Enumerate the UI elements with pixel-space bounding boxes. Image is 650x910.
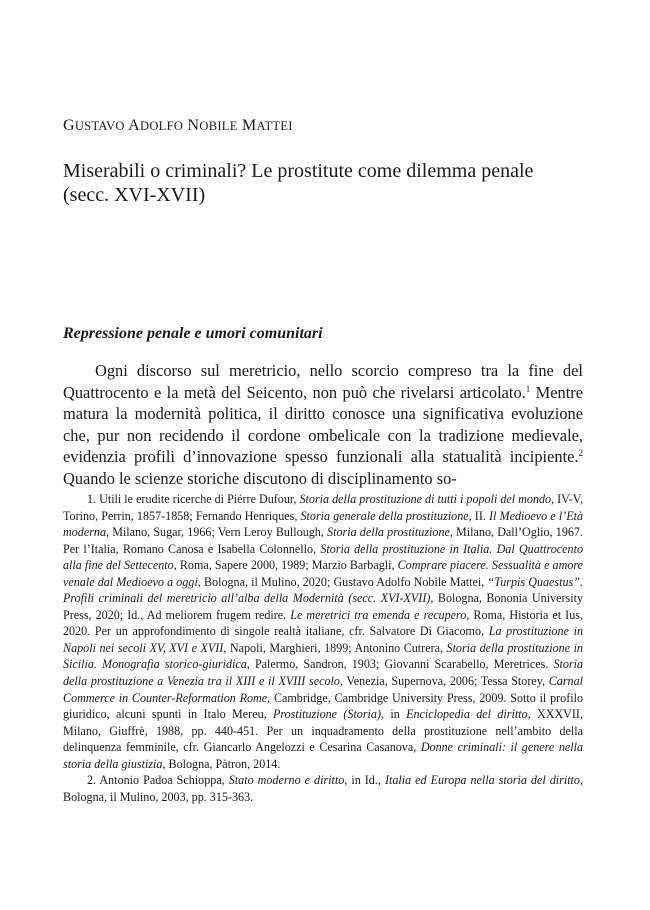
fn2-segment: 2. Antonio Padoa Schioppa, — [87, 773, 229, 788]
footnote-1 — [63, 491, 583, 772]
footnotes — [63, 491, 583, 805]
fn1-segment: , Bologna, Pàtron, 2014. — [162, 756, 281, 771]
fn1-segment: , Napoli, Marghieri, 1899; Antonino Cutrera, — [223, 640, 447, 655]
fn1-segment: , Venezia, Supernova, 2006; Tessa Storey, — [339, 674, 549, 689]
fn1-segment: Comprare piacere. Sessualità e amore venale dal Medioevo a oggi — [63, 558, 583, 589]
fn1-segment: Carnal Commerce in Counter-Reformation Rome — [63, 674, 583, 705]
fn1-segment: , Roma, Historia et Ius, 2020. Per un approfondimento di singole realtà italiane, cfr. Salvatore Di Giacomo, — [63, 607, 583, 639]
fn2-segment: , Bologna, il Mulino, 2003, pp. 315-363. — [63, 773, 583, 804]
fn1-segment: La prostituzione in Napoli nei secoli XV, XVI e XVII — [63, 624, 583, 655]
article-title — [63, 159, 583, 207]
author-first: GUSTAVO — [63, 117, 125, 134]
fn1-segment: Storia della prostituzione — [327, 525, 450, 540]
fn1-segment: Enciclopedia del diritto — [406, 707, 528, 722]
fn2-segment: , in Id., — [344, 773, 385, 788]
author-third: NOBILE — [187, 117, 238, 134]
fn1-segment: Le meretrici tra emenda e recupero — [290, 607, 467, 622]
fn2-segment: Italia ed Europa nella storia del diritto — [384, 773, 580, 788]
fn1-segment: , Milano, Sugar, 1966; Vern Leroy Bullough, — [106, 525, 328, 540]
body-segment-2: Mentre matura la modernità politica, il diritto conosce una significativa evoluzione che, pur non recidendo il cordone ombelicale con la tradizione medievale, evidenzia profili d’innovazione spesso funzionali alla statualità incipiente. — [63, 382, 583, 466]
body-segment-3: Quando le scienze storiche discutono di disciplinamento so- — [63, 468, 457, 488]
fn1-segment: , Bologna, il Mulino, 2020; Gustavo Adolfo Nobile Mattei, — [197, 574, 488, 589]
body-paragraph — [63, 360, 583, 489]
footnote-ref-1[interactable]: 1 — [525, 383, 531, 394]
fn1-segment: , Palermo, Sandron, 1903; Giovanni Scarabello, Meretrices. — [246, 657, 554, 672]
footnote-2 — [63, 772, 583, 805]
section-heading: Repressione penale e umori comunitari — [63, 325, 323, 342]
fn1-segment: Prostituzione (Storia) — [272, 707, 381, 722]
fn1-segment: Storia della prostituzione di tutti i popoli del mondo — [299, 492, 552, 506]
author-last: MATTEI — [242, 117, 293, 134]
author-second: ADOLFO — [128, 117, 184, 134]
fn1-segment: Storia della prostituzione in Sicilia. Monografia storico-giuridica — [63, 640, 583, 672]
fn1-segment: , II. — [468, 508, 489, 523]
fn1-segment: Donne criminali: il genere nella storia della giustizia — [63, 740, 584, 771]
fn1-segment: Storia generale della prostituzione — [300, 508, 469, 523]
fn2-segment: Stato moderno e diritto — [228, 773, 345, 788]
fn1-segment: Storia della prostituzione a Venezia tra il XIII e il XVIII secolo — [63, 657, 584, 689]
title-line-2: (secc. XVI-XVII) — [63, 184, 206, 206]
body-segment-1: Ogni discorso sul meretricio, nello scorcio compreso tra la fine del Quattrocento e la metà del Seicento, non può che rivelarsi articolato. — [63, 361, 583, 402]
fn1-segment: , Milano, Dall’Oglio, 1967. Per l’Italia, Romano Canosa e Isabella Colonnello, — [63, 525, 583, 556]
fn1-segment: , XXXVII, Milano, Giuffrè, 1988, pp. 440-451. Per un inquadramento della prostituzione nell’ambito della delinquenza femminile, cfr. Giancarlo Angelozzi e Cesarina Casanova, — [63, 707, 583, 755]
fn1-segment: “Turpis Quaestus”. Profili criminali del meretricio all’alba della Modernità (secc. XVI-XVII) — [63, 574, 583, 606]
fn1-segment: 1. Utili le erudite ricerche di Piérre Dufour, — [87, 492, 300, 506]
fn1-segment: , in — [381, 707, 407, 722]
title-line-1: Miserabili o criminali? Le prostitute come dilemma penale — [63, 160, 534, 182]
fn1-segment: Il Medioevo e l’Età moderna — [63, 508, 583, 540]
footnote-ref-2[interactable]: 2 — [578, 448, 583, 458]
fn1-segment: Storia della prostituzione in Italia. Dal Quattrocento alla fine del Settecento — [63, 541, 583, 573]
author-name — [63, 117, 293, 135]
fn1-segment: , Roma, Sapere 2000, 1989; Marzio Barbagli, — [173, 558, 398, 573]
fn1-segment: , Bologna, Bononia University Press, 2020; Id., Ad meliorem frugem redire. — [63, 591, 583, 622]
fn1-segment: , IV-V, Torino, Perrin, 1857-1858; Fernando Henriques, — [63, 492, 584, 523]
fn1-segment: , Cambridge, Cambridge University Press, 2009. Sotto il profilo giuridico, alcuni spunti in Italo Mereu, — [63, 690, 584, 722]
